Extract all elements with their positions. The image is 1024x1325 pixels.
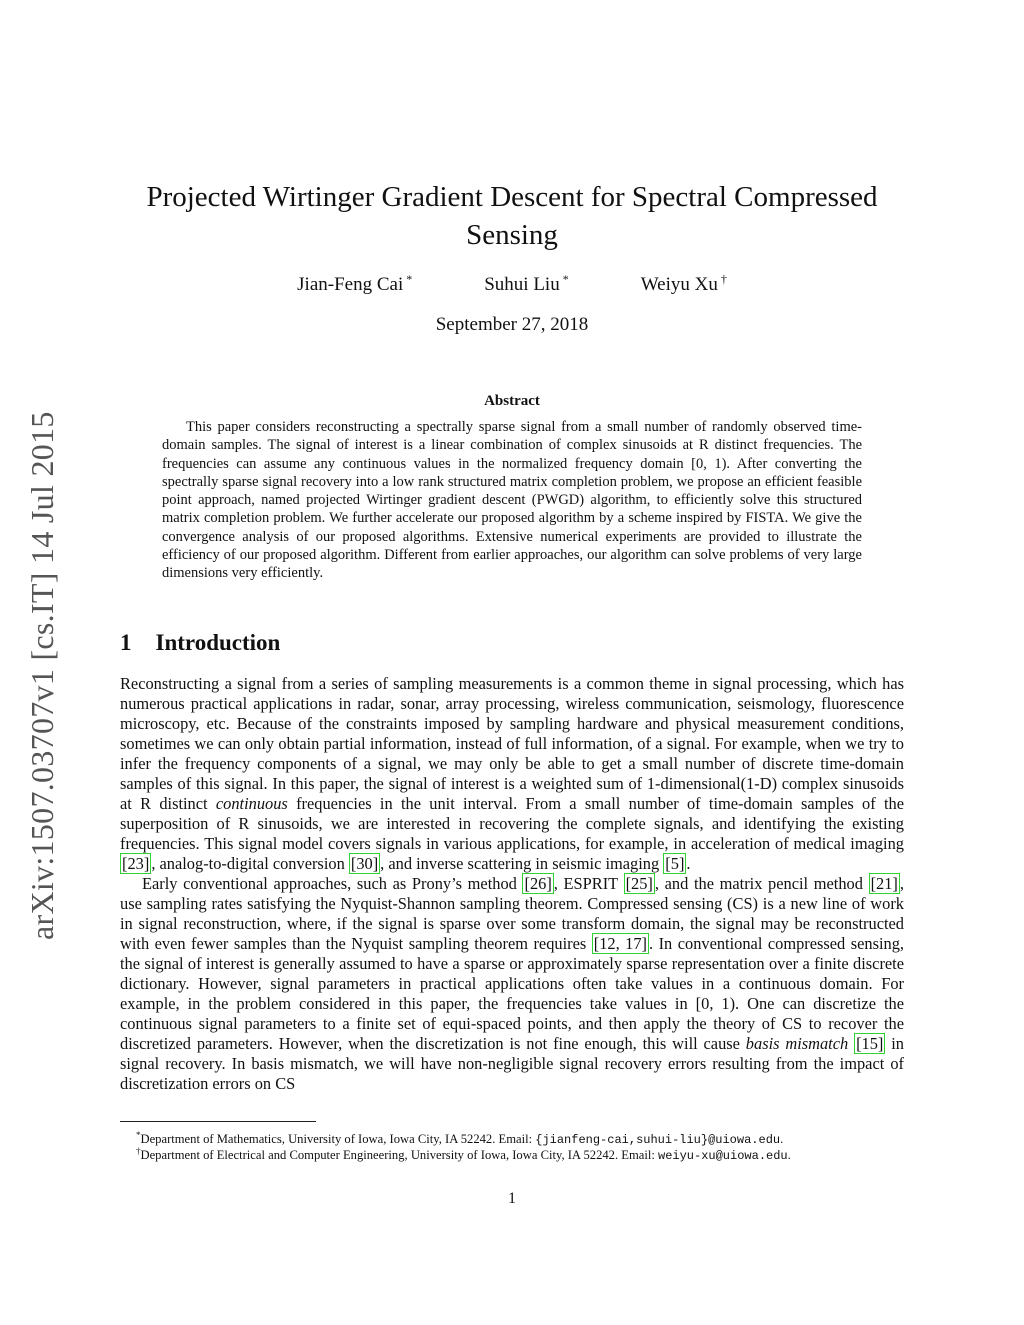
text-run: , and inverse scattering in seismic imaging [380,854,664,873]
citation-link[interactable]: [23] [122,854,150,873]
author-mark: * [562,272,569,286]
author-mark: † [720,272,727,286]
emphasis: basis mismatch [745,1034,849,1053]
text-run: , analog-to-digital conversion [151,854,349,873]
footnote-text: . [780,1132,784,1146]
citation-link[interactable]: [12, 17] [593,934,648,953]
citation-link[interactable]: [15] [856,1034,884,1053]
footnote-text: . [787,1148,791,1162]
footnote-divider [120,1121,316,1122]
author-list [120,272,904,296]
emphasis: continuous [215,794,288,813]
text-run: . In conventional compressed sensing, the signal of interest is generally assumed to have a sparse or approximately sparse representation over a finite discrete dictionary. However, signal parameters in practical applications often take values in a continuous domain. For example, in the problem considered in this paper, the frequencies take values in [0, 1). One can discretize the continuous signal parameters to a finite set of equi-spaced points, and then apply the theory of CS to recover the discretized parameters. However, when the discretization is not fine enough, this will cause [120,934,904,1053]
footnote [120,1143,904,1164]
footnote-email: {jianfeng-cai,suhui-liu}@uiowa.edu [535,1133,781,1147]
body-text [120,674,904,1094]
abstract-heading: Abstract [484,393,540,409]
author-mark: * [406,272,413,286]
author [297,272,412,296]
author [484,272,568,296]
citation-link[interactable]: [21] [870,874,898,893]
page-number: 1 [508,1190,516,1207]
text-run: , ESPRIT [553,874,624,893]
arxiv-stamp: arXiv:1507.03707v1 [cs.IT] 14 Jul 2015 [24,411,60,940]
text-run: in signal recovery. In basis mismatch, we will have non-negligible signal recovery errors resulting from the impact of discretization errors on CS [120,1034,904,1093]
footnote-text: Department of Electrical and Computer Engineering, University of Iowa, Iowa City, IA 52242. Email: [140,1148,658,1162]
section-heading [120,630,280,656]
citation-link[interactable]: [25] [625,874,653,893]
section-number: 1 [120,630,132,655]
abstract-text: This paper considers reconstructing a spectrally sparse signal from a small number of randomly observed time-domain samples. The signal of interest is a linear combination of complex sinusoids at R distinct frequencies. The frequencies can assume any continuous values in the normalized frequency domain [0, 1). After converting the spectrally sparse signal recovery into a low rank structured matrix completion problem, we propose an efficient feasible point approach, named projected Wirtinger gradient descent (PWGD) algorithm, to efficiently solve this structured matrix completion problem. We further accelerate our proposed algorithm by a scheme inspired by FISTA. We give the convergence analysis of our proposed algorithms. Extensive numerical experiments are provided to illustrate the efficiency of our proposed algorithm. Different from earlier approaches, our algorithm can solve problems of very large dimensions very efficiently. [162,419,862,582]
text-run: . [686,854,691,873]
text-run: , use sampling rates satisfying the Nyquist-Shannon sampling theorem. Compressed sensing (CS) is a new line of work in signal reconstruction, where, if the signal is sparse over some transform domain, the signal may be reconstructed with even fewer samples than the Nyquist sampling theorem requires [120,874,904,953]
text-run: Early conventional approaches, such as Prony’s method [142,874,523,893]
paper-title: Projected Wirtinger Gradient Descent for Spectral Compressed Sensing [146,181,878,251]
text-run: , and the matrix pencil method [654,874,869,893]
citation-link[interactable]: [5] [665,854,685,873]
text-run: frequencies in the unit interval. From a small number of time-domain samples of the superposition of R sinusoids, we are interested in recovering the complete signals, and identifying the existing frequencies. This signal model covers signals in various applications, for example, in acceleration of medical imaging [120,794,904,853]
paragraph [120,674,904,874]
paper-date: September 27, 2018 [435,314,589,335]
footnote-email: weiyu-xu@uiowa.edu [658,1149,788,1163]
footnote-mark: * [136,1130,141,1140]
author [641,272,727,296]
text-run: Reconstructing a signal from a series of sampling measurements is a common theme in signal processing, which has numerous practical applications in radar, sonar, array processing, wireless communication, seismology, fluorescence microscopy, etc. Because of the constraints imposed by sampling hardware and physical measurement conditions, sometimes we can only obtain partial information, instead of full information, of a signal. For example, when we try to infer the frequency components of a signal, we may only be able to get a small number of discrete time-domain samples of this signal. In this paper, the signal of interest is a weighted sum of 1-dimensional(1-D) complex sinusoids at R distinct [120,674,904,813]
citation-link[interactable]: [30] [350,854,379,873]
author-name: Weiyu Xu [640,274,718,295]
author-name: Jian-Feng Cai [297,274,404,295]
footnote-mark: † [136,1146,141,1156]
author-name: Suhui Liu [484,274,560,295]
footnote-text: Department of Mathematics, University of Iowa, Iowa City, IA 52242. Email: [140,1132,536,1146]
citation-link[interactable]: [26] [524,874,552,893]
section-title: Introduction [155,630,281,655]
paragraph [120,874,904,1094]
